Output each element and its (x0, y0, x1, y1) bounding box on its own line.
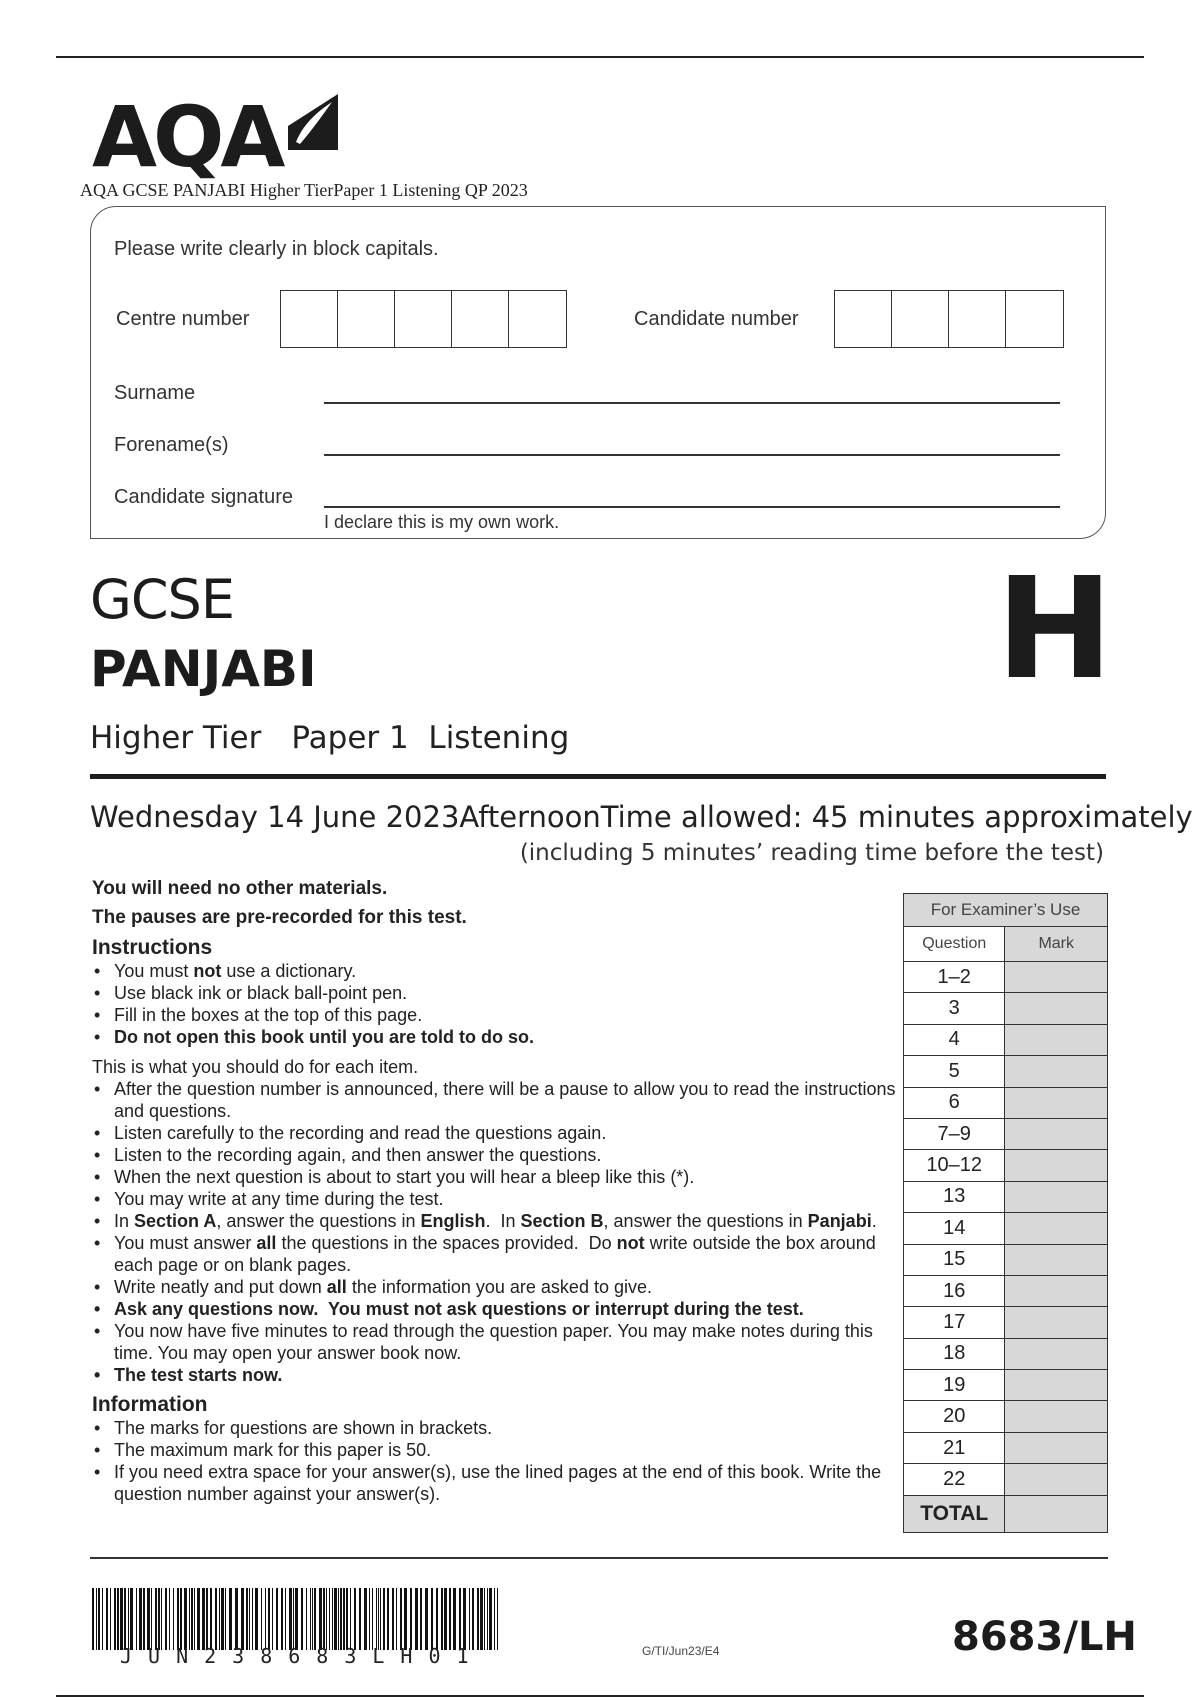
qualification-title: GCSE (90, 568, 234, 631)
mark-cell[interactable] (1005, 1213, 1108, 1244)
question-number-cell: 5 (904, 1056, 1005, 1087)
list-item: • When the next question is about to start you will hear a bleep like this (*). (92, 1166, 902, 1188)
question-number-cell: 18 (904, 1338, 1005, 1369)
forename-field[interactable] (324, 454, 1060, 456)
list-item: • Listen carefully to the recording and read the questions again. (92, 1122, 902, 1144)
mark-cell[interactable] (1005, 1024, 1108, 1055)
list-item: • Fill in the boxes at the top of this page. (92, 1004, 902, 1026)
exam-session: Afternoon (459, 800, 601, 834)
table-row (904, 1307, 1108, 1338)
table-row (904, 1432, 1108, 1463)
paper-code: 8683/LH (952, 1614, 1137, 1660)
exam-date: Wednesday 14 June 2023 (90, 800, 460, 834)
barcode-icon (92, 1588, 502, 1650)
table-row (904, 1087, 1108, 1118)
list-item: • You must answer all the questions in the spaces provided. Do not write outside the box around each page or on blank pages. (92, 1232, 902, 1276)
question-number-cell: 7–9 (904, 1118, 1005, 1149)
list-item: • Do not open this book until you are told to do so. (92, 1026, 902, 1048)
table-row (904, 1244, 1108, 1275)
question-number-cell: 20 (904, 1401, 1005, 1432)
table-row (904, 1181, 1108, 1212)
tier-name: Higher Tier (90, 720, 262, 756)
list-item: • If you need extra space for your answer(s), use the lined pages at the end of this book. Write the question number against your answer(s). (92, 1461, 902, 1505)
table-row (904, 1275, 1108, 1306)
signature-label: Candidate signature (114, 486, 294, 508)
table-row (904, 1401, 1108, 1432)
declaration-text: I declare this is my own work. (324, 512, 560, 532)
mark-cell[interactable] (1005, 962, 1108, 993)
bottom-rule (56, 1695, 1144, 1697)
time-allowed: Time allowed: 45 minutes approximately (600, 800, 1193, 834)
list-item: • The maximum mark for this paper is 50. (92, 1439, 902, 1461)
title-rule (90, 774, 1106, 779)
centre-number-digit-box[interactable] (509, 291, 566, 347)
candidate-number-label: Candidate number (634, 308, 799, 330)
paper-name: Paper 1 Listening (291, 720, 570, 756)
list-item: • You may write at any time during the test. (92, 1188, 902, 1210)
mark-cell[interactable] (1005, 1338, 1108, 1369)
table-row (904, 1338, 1108, 1369)
mark-cell[interactable] (1005, 1087, 1108, 1118)
examiners-use-title: For Examiner’s Use (904, 894, 1108, 927)
information-list (92, 1417, 902, 1505)
forename-label: Forename(s) (114, 434, 229, 456)
information-heading: Information (92, 1393, 208, 1416)
mark-cell[interactable] (1005, 993, 1108, 1024)
table-row (904, 1118, 1108, 1149)
instructions-heading: Instructions (92, 936, 213, 959)
barcode-text: JUN238683LH01 (120, 1644, 485, 1668)
mark-cell[interactable] (1005, 1370, 1108, 1401)
list-item: • Listen to the recording again, and then answer the questions. (92, 1144, 902, 1166)
footer-rule (90, 1557, 1108, 1559)
question-number-cell: 3 (904, 993, 1005, 1024)
question-number-cell: 4 (904, 1024, 1005, 1055)
tier-letter: H (996, 548, 1114, 711)
list-item: • The marks for questions are shown in brackets. (92, 1417, 902, 1439)
leaf-icon (282, 92, 342, 152)
block-capitals-instruction: Please write clearly in block capitals. (114, 238, 439, 260)
table-row (904, 1213, 1108, 1244)
table-row (904, 993, 1108, 1024)
question-number-cell: 1–2 (904, 962, 1005, 993)
total-mark-cell[interactable] (1005, 1495, 1108, 1532)
table-row (904, 1370, 1108, 1401)
materials-note: You will need no other materials. (92, 878, 388, 899)
total-label: TOTAL (904, 1495, 1005, 1532)
pauses-note: The pauses are pre-recorded for this test. (92, 907, 467, 928)
question-number-cell: 15 (904, 1244, 1005, 1275)
question-number-cell: 10–12 (904, 1150, 1005, 1181)
paper-subtitle (90, 720, 599, 756)
surname-field[interactable] (324, 402, 1060, 404)
candidate-number-digit-box[interactable] (949, 291, 1006, 347)
mark-cell[interactable] (1005, 1275, 1108, 1306)
top-rule (56, 56, 1144, 58)
surname-label: Surname (114, 382, 196, 404)
mark-cell[interactable] (1005, 1432, 1108, 1463)
list-item: • Ask any questions now. You must not ask questions or interrupt during the test. (92, 1298, 902, 1320)
steps-list (92, 1078, 902, 1386)
table-row (904, 1024, 1108, 1055)
question-number-cell: 22 (904, 1464, 1005, 1495)
question-number-cell: 17 (904, 1307, 1005, 1338)
reading-time-note: (including 5 minutes’ reading time before the test) (519, 840, 1104, 866)
centre-number-digit-box[interactable] (395, 291, 452, 347)
question-number-cell: 16 (904, 1275, 1005, 1306)
centre-number-digit-box[interactable] (281, 291, 338, 347)
question-column-header: Question (904, 927, 1005, 962)
each-item-intro: This is what you should do for each item. (92, 1057, 419, 1077)
instructions-list (92, 960, 902, 1048)
question-number-cell: 13 (904, 1181, 1005, 1212)
candidate-number-digit-box[interactable] (1006, 291, 1063, 347)
list-item: • After the question number is announced, there will be a pause to allow you to read the instructions and questions. (92, 1078, 902, 1122)
centre-number-boxes[interactable] (280, 290, 567, 348)
mark-cell[interactable] (1005, 1118, 1108, 1149)
list-item: • You now have five minutes to read through the question paper. You may make notes during this time. You may open your answer book now. (92, 1320, 902, 1364)
mark-cell[interactable] (1005, 1401, 1108, 1432)
examiners-use-table (903, 893, 1108, 1533)
question-number-cell: 14 (904, 1213, 1005, 1244)
list-item: • Write neatly and put down all the information you are asked to give. (92, 1276, 902, 1298)
subject-title: PANJABI (90, 640, 317, 698)
centre-number-label: Centre number (116, 308, 250, 330)
list-item: • In Section A, answer the questions in English. In Section B, answer the questions in Panjabi. (92, 1210, 902, 1232)
table-row (904, 1464, 1108, 1495)
candidate-number-boxes[interactable] (834, 290, 1064, 348)
table-row (904, 1056, 1108, 1087)
question-number-cell: 6 (904, 1087, 1005, 1118)
mark-cell[interactable] (1005, 1150, 1108, 1181)
mark-cell[interactable] (1005, 1464, 1108, 1495)
question-number-cell: 19 (904, 1370, 1005, 1401)
centre-number-digit-box[interactable] (452, 291, 509, 347)
candidate-number-digit-box[interactable] (892, 291, 949, 347)
mark-column-header: Mark (1005, 927, 1108, 962)
exam-date-line (90, 800, 1193, 834)
question-number-cell: 21 (904, 1432, 1005, 1463)
list-item: • You must not use a dictionary. (92, 960, 902, 982)
aqa-logo (92, 88, 352, 186)
print-code: G/TI/Jun23/E4 (642, 1644, 720, 1658)
instructions-block (92, 878, 902, 1505)
table-row (904, 1150, 1108, 1181)
mark-cell[interactable] (1005, 1056, 1108, 1087)
mark-cell[interactable] (1005, 1307, 1108, 1338)
list-item: • The test starts now. (92, 1364, 902, 1386)
aqa-logo-text: AQA (92, 88, 282, 186)
table-row (904, 962, 1108, 993)
centre-number-digit-box[interactable] (338, 291, 395, 347)
mark-cell[interactable] (1005, 1244, 1108, 1275)
list-item: • Use black ink or black ball-point pen. (92, 982, 902, 1004)
candidate-number-digit-box[interactable] (835, 291, 892, 347)
mark-cell[interactable] (1005, 1181, 1108, 1212)
signature-field[interactable] (324, 506, 1060, 508)
document-header-line: AQA GCSE PANJABI Higher TierPaper 1 Listening QP 2023 (80, 180, 528, 200)
